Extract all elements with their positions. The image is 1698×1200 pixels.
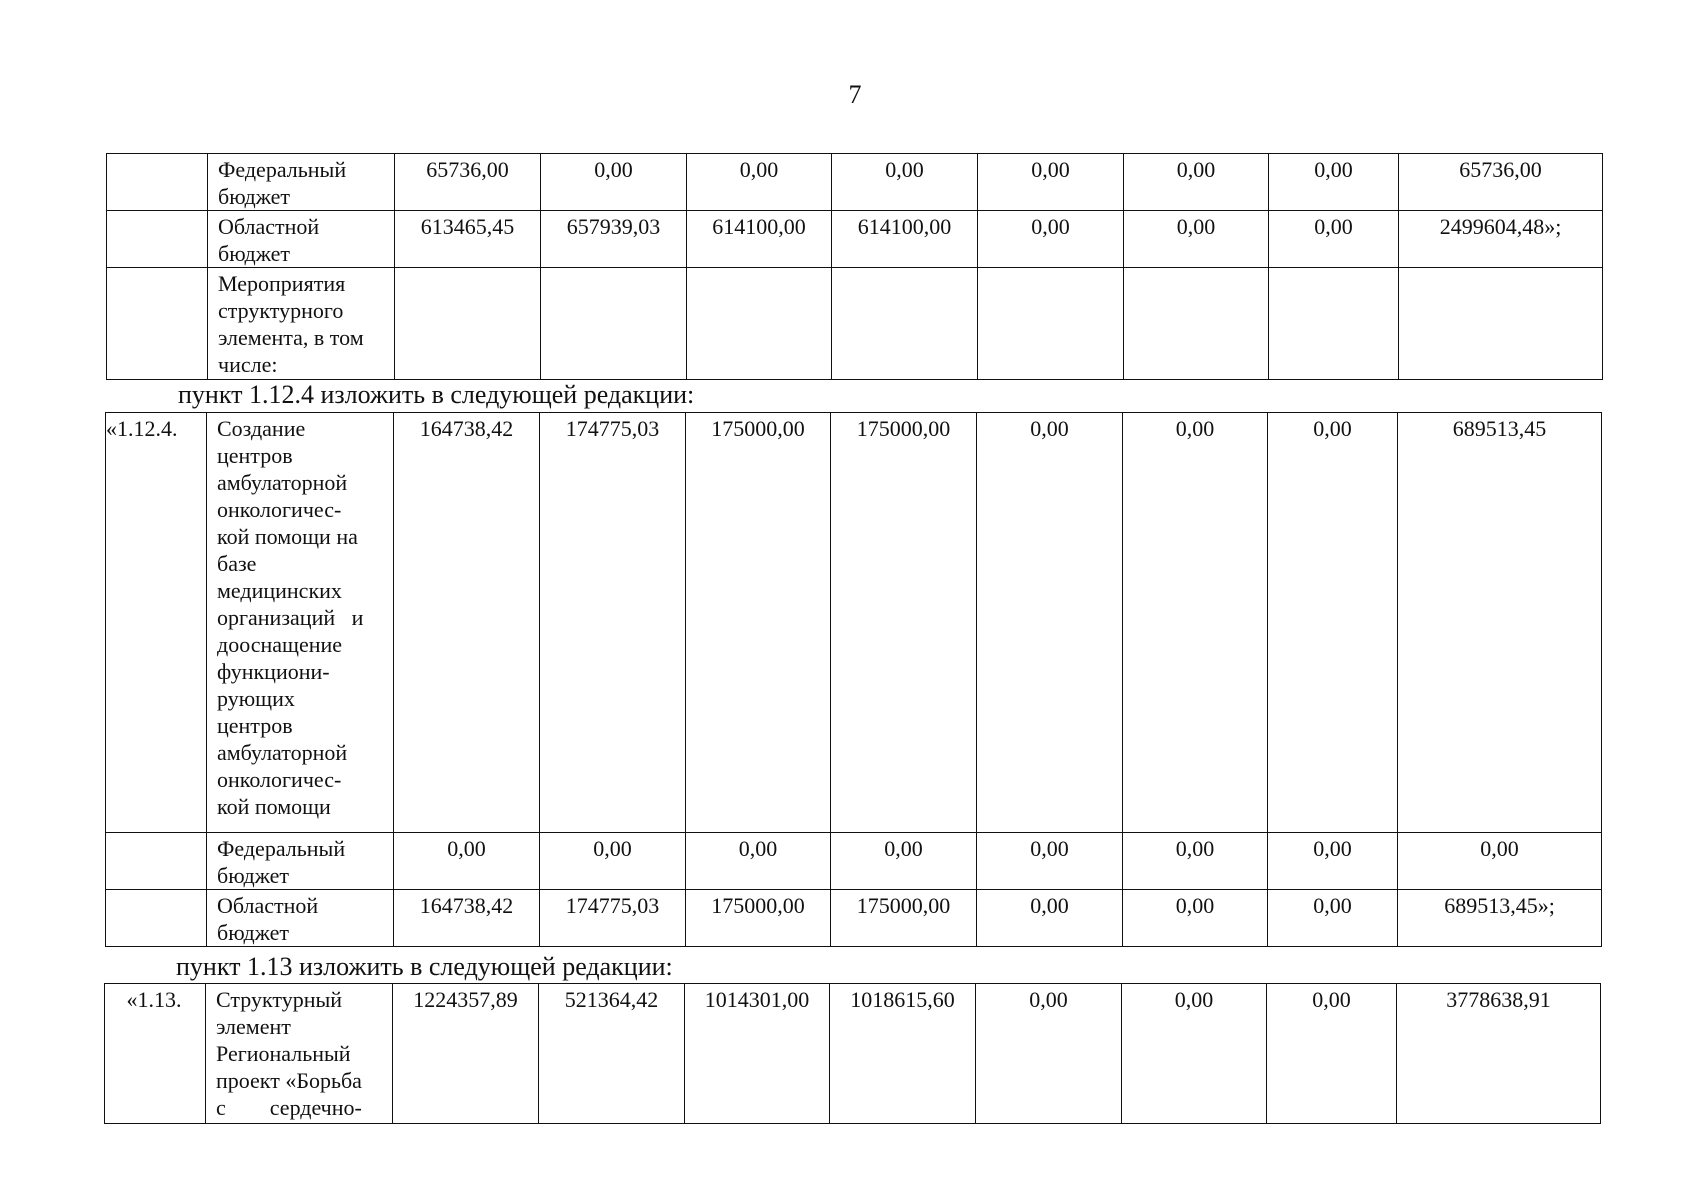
cell-value: 174775,03 — [540, 890, 686, 947]
cell-value: 0,00 — [977, 833, 1123, 890]
name-line: организаций и — [217, 605, 364, 630]
cell-value: 657939,03 — [541, 211, 687, 268]
cell-value: 0,00 — [978, 154, 1124, 211]
cell-value — [541, 268, 687, 380]
cell-value — [687, 268, 832, 380]
name-line: Федеральный — [218, 157, 347, 182]
row-name — [207, 890, 394, 947]
name-line: Областной — [217, 893, 319, 918]
cell-value: 174775,03 — [540, 413, 686, 833]
cell-value: 0,00 — [1269, 154, 1399, 211]
name-line: Мероприятия — [218, 271, 346, 296]
row-code — [106, 890, 207, 947]
cell-value: 164738,42 — [394, 890, 540, 947]
name-line: Структурный — [216, 987, 343, 1012]
name-line: элемент — [216, 1014, 291, 1039]
name-line: онкологичес- — [217, 767, 342, 792]
name-line: Региональный — [216, 1041, 351, 1066]
row-code: «1.12.4. — [106, 413, 207, 833]
cell-value: 0,00 — [1124, 154, 1269, 211]
cell-value — [1269, 268, 1399, 380]
cell-value: 1018615,60 — [830, 984, 976, 1124]
cell-value — [832, 268, 978, 380]
cell-value: 0,00 — [977, 413, 1123, 833]
name-line: бюджет — [217, 920, 289, 945]
name-line: функциони- — [217, 659, 330, 684]
budget-table-1-13 — [104, 983, 1601, 1124]
cell-value: 0,00 — [831, 833, 977, 890]
name-line: кой помощи — [217, 794, 331, 819]
cell-value: 0,00 — [1123, 890, 1268, 947]
name-line: с сердечно- — [216, 1095, 362, 1120]
cell-value: 614100,00 — [687, 211, 832, 268]
cell-value: 521364,42 — [539, 984, 685, 1124]
cell-value: 0,00 — [1123, 413, 1268, 833]
name-line: амбулаторной — [217, 470, 348, 495]
row-name — [208, 211, 395, 268]
row-name — [208, 154, 395, 211]
cell-value: 0,00 — [976, 984, 1122, 1124]
row-code — [107, 154, 208, 211]
cell-value: 2499604,48»; — [1399, 211, 1603, 268]
cell-value: 65736,00 — [395, 154, 541, 211]
cell-value: 0,00 — [1269, 211, 1399, 268]
cell-value: 0,00 — [977, 890, 1123, 947]
name-line: проект «Борьба — [216, 1068, 362, 1093]
cell-value: 0,00 — [541, 154, 687, 211]
cell-value: 175000,00 — [831, 890, 977, 947]
table-row — [107, 211, 1603, 268]
cell-value: 0,00 — [1122, 984, 1267, 1124]
table-row — [107, 268, 1603, 380]
cell-value: 164738,42 — [394, 413, 540, 833]
instruction-text: пункт 1.13 изложить в следующей редакции: — [176, 952, 673, 981]
cell-value: 0,00 — [978, 211, 1124, 268]
name-line: Федеральный — [217, 836, 346, 861]
cell-value: 1014301,00 — [685, 984, 830, 1124]
cell-value — [395, 268, 541, 380]
name-line: амбулаторной — [217, 740, 348, 765]
cell-value: 175000,00 — [686, 890, 831, 947]
name-line: бюджет — [217, 863, 289, 888]
cell-value: 0,00 — [686, 833, 831, 890]
row-code — [107, 211, 208, 268]
cell-value: 0,00 — [1398, 833, 1602, 890]
row-name — [207, 413, 394, 833]
name-line: бюджет — [218, 184, 290, 209]
row-code: «1.13. — [105, 984, 206, 1124]
cell-value: 175000,00 — [831, 413, 977, 833]
name-line: дооснащение — [217, 632, 343, 657]
page-number: 7 — [848, 80, 862, 109]
cell-value: 689513,45 — [1398, 413, 1602, 833]
cell-value — [1399, 268, 1603, 380]
row-code — [107, 268, 208, 380]
name-line: медицинских — [217, 578, 342, 603]
cell-value: 0,00 — [1267, 984, 1397, 1124]
cell-value — [978, 268, 1124, 380]
budget-table-top — [106, 153, 1603, 380]
name-line: центров — [217, 713, 293, 738]
name-line: структурного — [218, 298, 344, 323]
cell-value: 614100,00 — [832, 211, 978, 268]
cell-value: 3778638,91 — [1397, 984, 1601, 1124]
table-row — [107, 154, 1603, 211]
table-row — [105, 984, 1601, 1124]
cell-value: 0,00 — [1268, 833, 1398, 890]
cell-value: 0,00 — [1268, 890, 1398, 947]
cell-value: 689513,45»; — [1398, 890, 1602, 947]
cell-value: 0,00 — [1268, 413, 1398, 833]
cell-value: 0,00 — [832, 154, 978, 211]
name-line: кой помощи на — [217, 524, 358, 549]
cell-value: 0,00 — [687, 154, 832, 211]
budget-table-1-12-4 — [105, 412, 1602, 947]
cell-value: 0,00 — [394, 833, 540, 890]
table-row — [106, 833, 1602, 890]
name-line: Создание — [217, 416, 306, 441]
row-name — [206, 984, 393, 1124]
row-code — [106, 833, 207, 890]
cell-value — [1124, 268, 1269, 380]
name-line: центров — [217, 443, 293, 468]
table-row — [106, 413, 1602, 833]
name-line: числе: — [218, 352, 278, 377]
cell-value: 0,00 — [540, 833, 686, 890]
row-name — [208, 268, 395, 380]
name-line: элемента, в том — [218, 325, 364, 350]
name-line: бюджет — [218, 241, 290, 266]
table-row — [106, 890, 1602, 947]
row-name — [207, 833, 394, 890]
cell-value: 65736,00 — [1399, 154, 1603, 211]
name-line: базе — [217, 551, 257, 576]
cell-value: 0,00 — [1124, 211, 1269, 268]
cell-value: 175000,00 — [686, 413, 831, 833]
name-line: рующих — [217, 686, 295, 711]
name-line: онкологичес- — [217, 497, 342, 522]
name-line: Областной — [218, 214, 320, 239]
instruction-text: пункт 1.12.4 изложить в следующей редакции: — [178, 380, 695, 409]
cell-value: 1224357,89 — [393, 984, 539, 1124]
cell-value: 613465,45 — [395, 211, 541, 268]
cell-value: 0,00 — [1123, 833, 1268, 890]
